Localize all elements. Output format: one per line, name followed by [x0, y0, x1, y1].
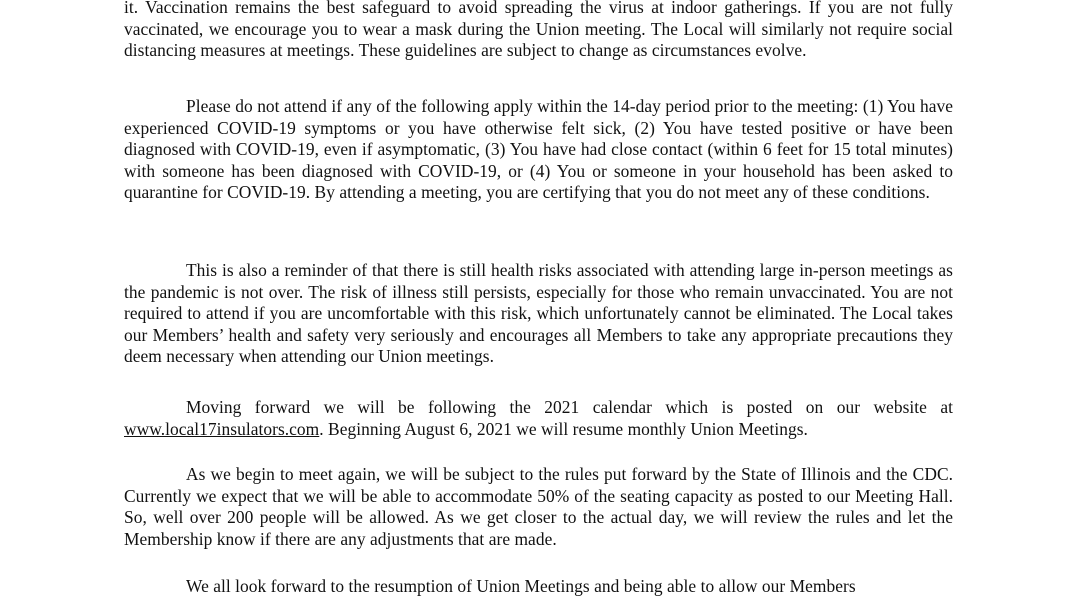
calendar-text-before: Moving forward we will be following the 2021 calendar which is posted on our website at [186, 397, 953, 417]
paragraph-meeting-calendar [124, 397, 953, 440]
paragraph-health-risk-reminder: This is also a reminder of that there is still health risks associated with attending large in-person meetings as the pandemic is not over. The risk of illness still persists, especially for those who remain unvaccinated. You are not required to attend if you are uncomfortable with this risk, which unfortunately cannot be eliminated. The Local takes our Members’ health and safety very seriously and encourages all Members to take any appropriate precautions they deem necessary when attending our Union meetings. [124, 260, 953, 367]
paragraph-attendance-conditions: Please do not attend if any of the following apply within the 14-day period prior to the meeting: (1) You have experienced COVID-19 symptoms or you have otherwise felt sick, (2) You have tested positive or have been diagnosed with COVID-19, even if asymptomatic, (3) You have had close contact (within 6 feet for 15 total minutes) with someone has been diagnosed with COVID-19, or (4) You or someone in your household has been asked to quarantine for COVID-19. By attending a meeting, you are certifying that you do not meet any of these conditions. [124, 96, 953, 203]
paragraph-closing-partial: We all look forward to the resumption of Union Meetings and being able to allow our Members [186, 576, 856, 596]
calendar-text-after: . Beginning August 6, 2021 we will resume monthly Union Meetings. [319, 418, 808, 439]
website-link[interactable]: www.local17insulators.com [124, 418, 320, 439]
paragraph-vaccination-guidance: it. Vaccination remains the best safeguard to avoid spreading the virus at indoor gatherings. If you are not fully vaccinated, we encourage you to wear a mask during the Union meeting. The Local will similarly not require social distancing measures at meetings. These guidelines are subject to change as circumstances evolve. [124, 0, 953, 61]
paragraph-seating-capacity: As we begin to meet again, we will be subject to the rules put forward by the State of Illinois and the CDC. Currently we expect that we will be able to accommodate 50% of the seating capacity as posted to our Meeting Hall. So, well over 200 people will be allowed. As we get closer to the actual day, we will review the rules and let the Membership know if there are any adjustments that are made. [124, 464, 953, 549]
